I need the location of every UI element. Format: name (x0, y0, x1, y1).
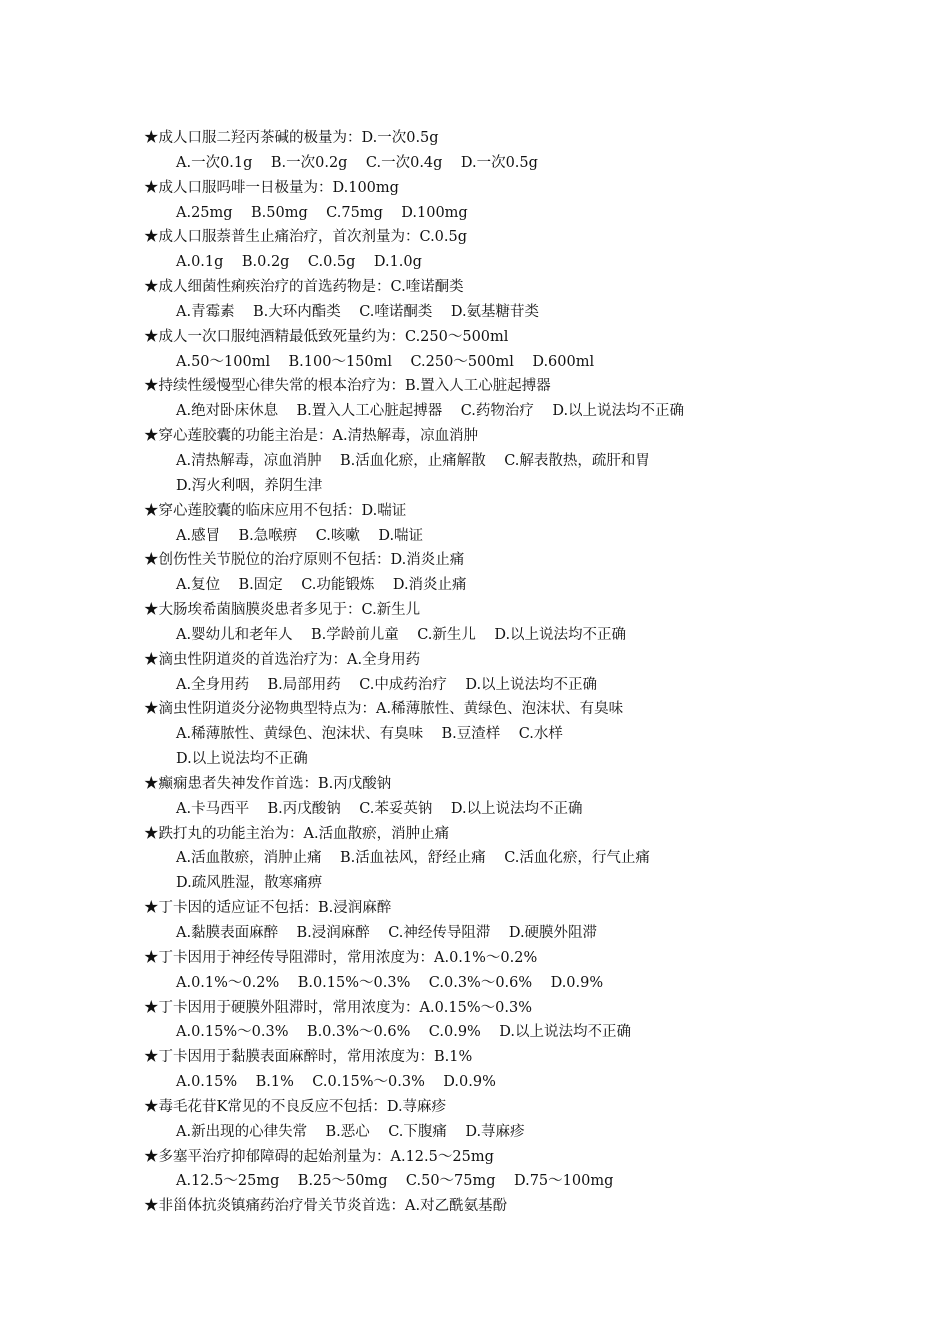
question-line: ★穿心莲胶囊的功能主治是：A.清热解毒，凉血消肿 (144, 428, 479, 445)
question-line: ★成人细菌性痢疾治疗的首选药物是：C.喹诺酮类 (144, 279, 464, 296)
answer-options-line: A.0.1g B.0.2g C.0.5g D.1.0g (176, 254, 422, 271)
question-line: ★滴虫性阴道炎分泌物典型特点为：A.稀薄脓性、黄绿色、泡沫状、有臭味 (144, 701, 624, 718)
answer-options-line: A.感冒 B.急喉痹 C.咳嗽 D.喘证 (176, 527, 424, 544)
answer-options-line: A.绝对卧床休息 B.置入人工心脏起搏器 C.药物治疗 D.以上说法均不正确 (176, 403, 685, 420)
question-line: ★成人一次口服纯酒精最低致死量约为：C.250～500ml (144, 328, 509, 345)
question-line: ★创伤性关节脱位的治疗原则不包括：D.消炎止痛 (144, 552, 465, 569)
answer-options-line: A.黏膜表面麻醉 B.浸润麻醉 C.神经传导阻滞 D.硬膜外阻滞 (176, 925, 598, 941)
answer-options-line: A.稀薄脓性、黄绿色、泡沫状、有臭味 B.豆渣样 C.水样 (176, 726, 563, 743)
answer-options-line: A.活血散瘀，消肿止痛 B.活血祛风，舒经止痛 C.活血化瘀，行气止痛 (176, 850, 650, 867)
answer-options-line: A.一次0.1g B.一次0.2g C.一次0.4g D.一次0.5g (176, 154, 538, 171)
answer-options-line: D.疏风胜湿，散寒痛痹 (176, 875, 323, 892)
question-line: ★成人口服萘普生止痛治疗，首次剂量为：C.0.5g (144, 229, 468, 246)
answer-options-line: D.以上说法均不正确 (176, 751, 308, 768)
question-line: ★癫痫患者失神发作首选：B.丙戊酸钠 (144, 775, 392, 792)
question-line: ★持续性缓慢型心律失常的根本治疗为：B.置入人工心脏起搏器 (144, 378, 551, 395)
answer-options-line: A.婴幼儿和老年人 B.学龄前儿童 C.新生儿 D.以上说法均不正确 (176, 626, 627, 643)
question-line: ★丁卡因的适应证不包括：B.浸润麻醉 (144, 900, 392, 917)
answer-options-line: A.全身用药 B.局部用药 C.中成药治疗 D.以上说法均不正确 (176, 676, 598, 693)
answer-options-line: A.25mg B.50mg C.75mg D.100mg (176, 204, 468, 221)
answer-options-line: D.泻火利咽，养阴生津 (176, 477, 323, 494)
question-line: ★非甾体抗炎镇痛药治疗骨关节炎首选：A.对乙酰氨基酚 (144, 1198, 508, 1215)
question-line: ★大肠埃希菌脑膜炎患者多见于：C.新生儿 (144, 602, 421, 619)
answer-options-line: A.青霉素 B.大环内酯类 C.喹诺酮类 D.氨基糖苷类 (176, 303, 540, 320)
answer-options-line: A.清热解毒，凉血消肿 B.活血化瘀，止痛解散 C.解表散热，疏肝和胃 (176, 452, 650, 469)
question-line: ★多塞平治疗抑郁障碍的起始剂量为：A.12.5～25mg (144, 1148, 494, 1165)
question-line: ★成人口服吗啡一日极量为：D.100mg (144, 179, 399, 196)
answer-options-line: A.0.15%～0.3% B.0.3%～0.6% C.0.9% D.以上说法均不正确 (176, 1024, 631, 1041)
document-body (144, 126, 824, 1219)
answer-options-line: A.50～100ml B.100～150ml C.250～500ml D.600ml (176, 353, 595, 370)
question-line: ★跌打丸的功能主治为：A.活血散瘀，消肿止痛 (144, 825, 450, 842)
answer-options-line: A.复位 B.固定 C.功能锻炼 D.消炎止痛 (176, 577, 467, 594)
question-line: ★丁卡因用于硬膜外阻滞时，常用浓度为：A.0.15%～0.3% (144, 999, 532, 1016)
answer-options-line: A.卡马西平 B.丙戊酸钠 C.苯妥英钠 D.以上说法均不正确 (176, 800, 583, 817)
answer-options-line: A.12.5～25mg B.25～50mg C.50～75mg D.75～100mg (176, 1173, 614, 1190)
answer-options-line: A.0.1%～0.2% B.0.15%～0.3% C.0.3%～0.6% D.0.9% (176, 974, 604, 991)
question-line: ★滴虫性阴道炎的首选治疗为：A.全身用药 (144, 651, 421, 668)
answer-options-line: A.0.15% B.1% C.0.15%～0.3% D.0.9% (176, 1074, 496, 1091)
question-line: ★丁卡因用于神经传导阻滞时，常用浓度为：A.0.1%～0.2% (144, 949, 538, 966)
question-line: ★成人口服二羟丙茶碱的极量为：D.一次0.5g (144, 130, 439, 146)
question-line: ★丁卡因用于黏膜表面麻醉时，常用浓度为：B.1% (144, 1049, 473, 1066)
answer-options-line: A.新出现的心律失常 B.恶心 C.下腹痛 D.荨麻疹 (176, 1123, 525, 1140)
question-line: ★毒毛花苷K常见的不良反应不包括：D.荨麻疹 (144, 1098, 447, 1115)
question-line: ★穿心莲胶囊的临床应用不包括：D.喘证 (144, 502, 407, 519)
